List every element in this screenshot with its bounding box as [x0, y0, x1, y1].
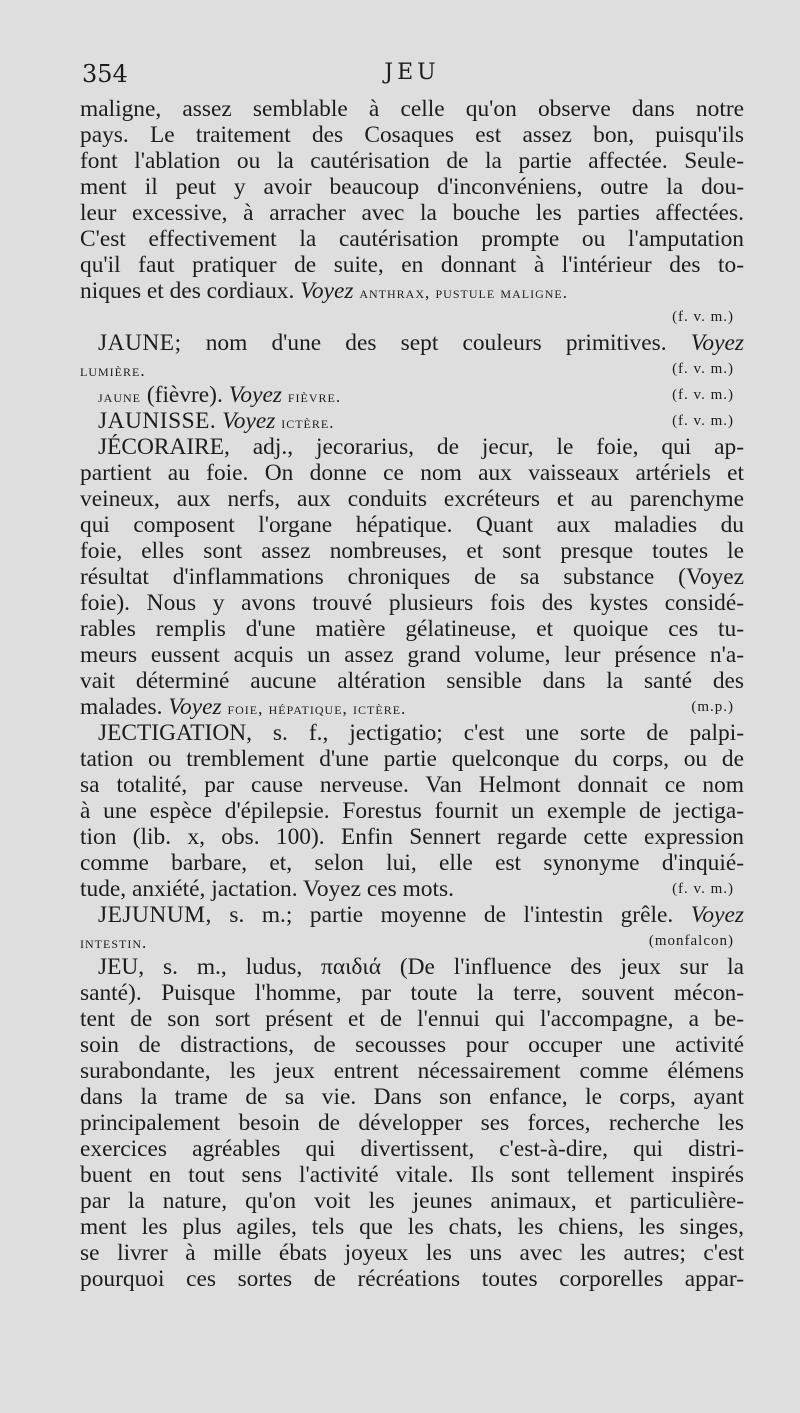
entry-jejunum: [80, 902, 744, 928]
text-line: foie). Nous y avons trouvé plusieurs fois des kystes considé-: [80, 590, 744, 616]
text-line: veineux, aux nerfs, aux conduits excréteurs et au parenchyme: [80, 486, 744, 512]
text-line: dans la trame de sa vie. Dans son enfance, le corps, ayant: [80, 1084, 744, 1110]
text-line: santé). Puisque l'homme, par toute la terre, souvent mécon-: [80, 980, 744, 1006]
text-line: tion (lib. x, obs. 100). Enfin Sennert regarde cette expression: [80, 824, 744, 850]
text-line: sa totalité, par cause nerveuse. Van Helmont donnait ce nom: [80, 772, 744, 798]
author-initials: (f. v. m.): [672, 361, 734, 377]
entry-jaunisse: [80, 408, 744, 434]
text-line: vait déterminé aucune altération sensible dans la santé des: [80, 668, 744, 694]
cross-reference: foie, hépatique, ictère.: [227, 699, 407, 718]
text-line: font l'ablation ou la cautérisation de la partie affectée. Seule-: [80, 148, 744, 174]
text-fragment: tude, anxiété, jactation. Voyez ces mots.: [80, 876, 454, 902]
text-line: JÉCORAIRE, adj., jecorarius, de jecur, le foie, qui ap-: [98, 434, 744, 460]
page-header: [82, 60, 742, 100]
author-initials: (m.p.): [691, 699, 734, 715]
text-line: [80, 928, 744, 954]
voyez-word: Voyez: [222, 408, 276, 434]
text-line: partient au foie. On donne ce nom aux vaisseaux artériels et: [80, 460, 744, 486]
text-line: tation ou tremblement d'une partie quelconque du corps, ou de: [80, 746, 744, 772]
text-line: maligne, assez semblable à celle qu'on observe dans notre: [80, 96, 744, 122]
voyez-word: Voyez: [300, 278, 354, 304]
cross-reference: lumière.: [80, 361, 146, 380]
text-line: meurs eussent acquis un assez grand volume, leur présence n'a-: [80, 642, 744, 668]
cross-reference: anthrax, pustule maligne.: [359, 283, 569, 302]
text-line: JECTIGATION, s. f., jectigatio; c'est une sorte de palpi-: [98, 720, 744, 746]
text-line: qui composent l'organe hépatique. Quant aux maladies du: [80, 512, 744, 538]
entry-headword: JEJUNUM,: [98, 902, 212, 928]
text-line: se livrer à mille ébats joyeux les uns avec les autres; c'est: [80, 1240, 744, 1266]
entry-headword: JAUNISSE.: [98, 408, 217, 434]
body-text: [80, 96, 744, 1292]
entry-jaune-fievre: [80, 382, 744, 408]
text-line: [80, 694, 744, 720]
text-line: [80, 356, 744, 382]
text-line: buent en tout sens l'activité vitale. Ils sont tellement inspirés: [80, 1162, 744, 1188]
text-line: exercices agréables qui divertissent, c'est-à-dire, qui distri-: [80, 1136, 744, 1162]
text-fragment: malades.: [80, 694, 163, 720]
voyez-word: Voyez: [690, 902, 744, 928]
text-line: principalement besoin de développer ses forces, recherche les: [80, 1110, 744, 1136]
text-line: à une espèce d'épilepsie. Forestus fournit un exemple de jectiga-: [80, 798, 744, 824]
text-line: par la nature, qu'on voit les jeunes animaux, et particulière-: [80, 1188, 744, 1214]
text-line: tent de son sort présent et de l'ennui qui l'accompagne, a be-: [80, 1006, 744, 1032]
running-head: JEU: [384, 60, 440, 85]
page-number: 354: [82, 60, 128, 88]
author-initials: (monfalcon): [648, 933, 734, 949]
entry-headword: jaune: [98, 387, 141, 406]
entry-headword: JAUNE;: [98, 330, 182, 356]
text-line: rables remplis d'une matière gélatineuse, et quoique ces tu-: [80, 616, 744, 642]
author-initials: (f. v. m.): [672, 413, 734, 429]
entry-text: (fièvre).: [146, 382, 223, 408]
author-initials: (f. v. m.): [672, 881, 734, 897]
entry-text: s. m.; partie moyenne de l'intestin grêle.: [229, 902, 674, 928]
text-line: surabondante, les jeux entrent nécessairement comme élémens: [80, 1058, 744, 1084]
voyez-word: Voyez: [168, 694, 222, 720]
entry-text: nom d'une des sept couleurs primitives.: [205, 330, 667, 356]
text-line: pays. Le traitement des Cosaques est assez bon, puisqu'ils: [80, 122, 744, 148]
author-line: [80, 304, 744, 330]
cross-reference: intestin.: [80, 933, 148, 952]
cross-reference: ictère.: [281, 413, 335, 432]
text-line: pourquoi ces sortes de récréations toutes corporelles appar-: [80, 1266, 744, 1292]
text-line: [80, 278, 744, 304]
text-line: [80, 876, 744, 902]
text-line: C'est effectivement la cautérisation prompte ou l'amputation: [80, 226, 744, 252]
author-initials: (f. v. m.): [672, 387, 734, 403]
text-line: résultat d'inflammations chroniques de sa substance (Voyez: [80, 564, 744, 590]
text-line: ment il peut y avoir beaucoup d'inconvéniens, outre la dou-: [80, 174, 744, 200]
voyez-word: Voyez: [228, 382, 282, 408]
text-line: leur excessive, à arracher avec la bouche les parties affectées.: [80, 200, 744, 226]
cross-reference: fièvre.: [287, 387, 342, 406]
text-line: comme barbare, et, selon lui, elle est synonyme d'inquié-: [80, 850, 744, 876]
text-line: foie, elles sont assez nombreuses, et sont presque toutes le: [80, 538, 744, 564]
text-line: soin de distractions, de secousses pour occuper une activité: [80, 1032, 744, 1058]
text-fragment: niques et des cordiaux.: [80, 278, 295, 304]
voyez-word: Voyez: [690, 330, 744, 356]
text-line: JEU, s. m., ludus, παιδιά (De l'influence des jeux sur la: [98, 954, 744, 980]
text-line: ment les plus agiles, tels que les chats, les chiens, les singes,: [80, 1214, 744, 1240]
author-initials: (f. v. m.): [672, 309, 734, 325]
entry-jaune: [80, 330, 744, 356]
text-line: qu'il faut pratiquer de suite, en donnant à l'intérieur des to-: [80, 252, 744, 278]
